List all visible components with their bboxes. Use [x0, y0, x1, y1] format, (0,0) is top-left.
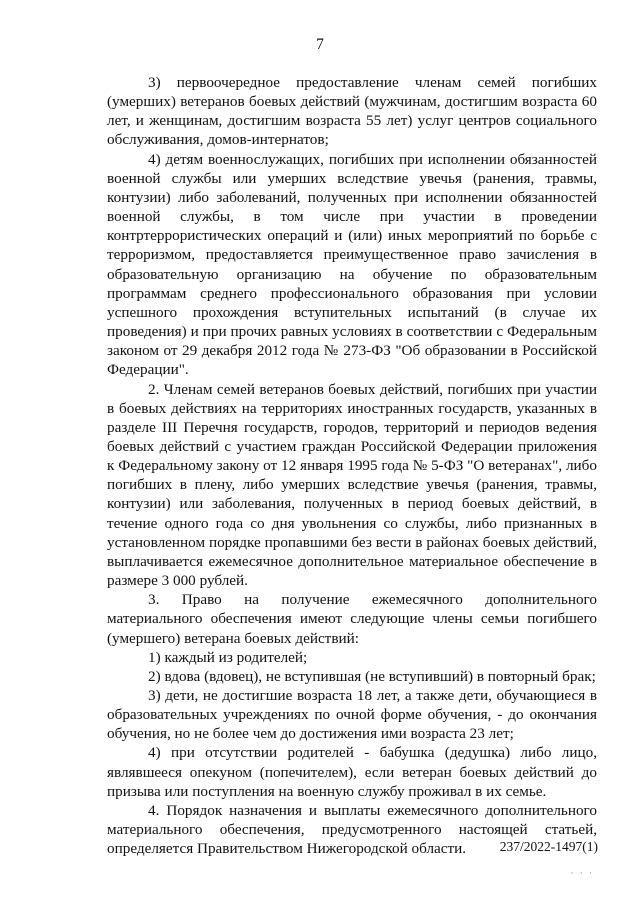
paragraph-section-3-eligible-family: 3. Право на получение ежемесячного дополнительного материального обеспечения имеют следующие члены семьи погибшего (умершего) ветерана боевых действий: — [107, 591, 597, 647]
scan-artifact-mark: · · · — [570, 868, 594, 878]
paragraph-section-2-monthly-payment: 2. Членам семей ветеранов боевых действий, погибших при участии в боевых действиях на территориях иностранных государств, указанных в разделе III Перечня государств, городов, территорий и периодов ведения боевых действий с участием граждан Российской Федерации приложения к Федеральному закону от 12 января 1995 года № 5-ФЗ "О ветеранах", либо погибших в плену, либо умерших вследствие увечья (ранения, травмы, контузии) или заболевания, полученных в период боевых действий, в течение одного года со дня увольнения со службы, либо признанных в установленном порядке пропавшими без вести в районах боевых действий, выплачивается ежемесячное дополнительное материальное обеспечение в размере 3 000 рублей. — [107, 380, 597, 590]
page-number: 7 — [316, 36, 324, 53]
paragraph-subitem-1-parents: 1) каждый из родителей; — [148, 648, 308, 666]
paragraph-item-4-education-priority: 4) детям военнослужащих, погибших при исполнении обязанностей военной службы или умерших вследствие увечья (ранения, травмы, контузии) либо заболеваний, полученных при исполнении обязанностей военной службы, в том числе при участии в проведении контртеррористических операций и (или) иных мероприятий по борьбе с терроризмом, предоставляется преимущественное право зачисления в образовательную организацию на обучение по образовательным программам среднего профессионального образования при условии успешного прохождения вступительных испытаний (в случае их проведения) и при прочих равных условиях в соответствии с Федеральным законом от 29 декабря 2012 года № 273-ФЗ "Об образовании в Российской Федерации". — [107, 150, 597, 379]
document-registration-code: 237/2022-1497(1) — [499, 839, 598, 854]
paragraph-section-4-procedure: 4. Порядок назначения и выплаты ежемесячного дополнительного материального обеспечения, предусмотренного настоящей статьей, определяется Правительством Нижегородской области. — [107, 801, 597, 858]
paragraph-subitem-4-guardians: 4) при отсутствии родителей - бабушка (дедушка) либо лицо, являвшееся опекуном (попечителем), если ветеран боевых действий до призыва или поступления на военную службу проживал в их семье. — [107, 744, 597, 800]
paragraph-item-3-social-services: 3) первоочередное предоставление членам семей погибших (умерших) ветеранов боевых действий (мужчинам, достигшим возраста 60 лет, и женщинам, достигшим возраста 55 лет) услуг центров социального обслуживания, домов-интернатов; — [107, 74, 597, 149]
paragraph-subitem-3-children: 3) дети, не достигшие возраста 18 лет, а также дети, обучающиеся в образовательных учреждениях по очной форме обучения, - до окончания обучения, но не более чем до достижения ими возраста 23 лет; — [107, 687, 597, 743]
paragraph-subitem-2-widow: 2) вдова (вдовец), не вступившая (не вступивший) в повторный брак; — [148, 667, 596, 685]
document-body — [107, 73, 597, 858]
